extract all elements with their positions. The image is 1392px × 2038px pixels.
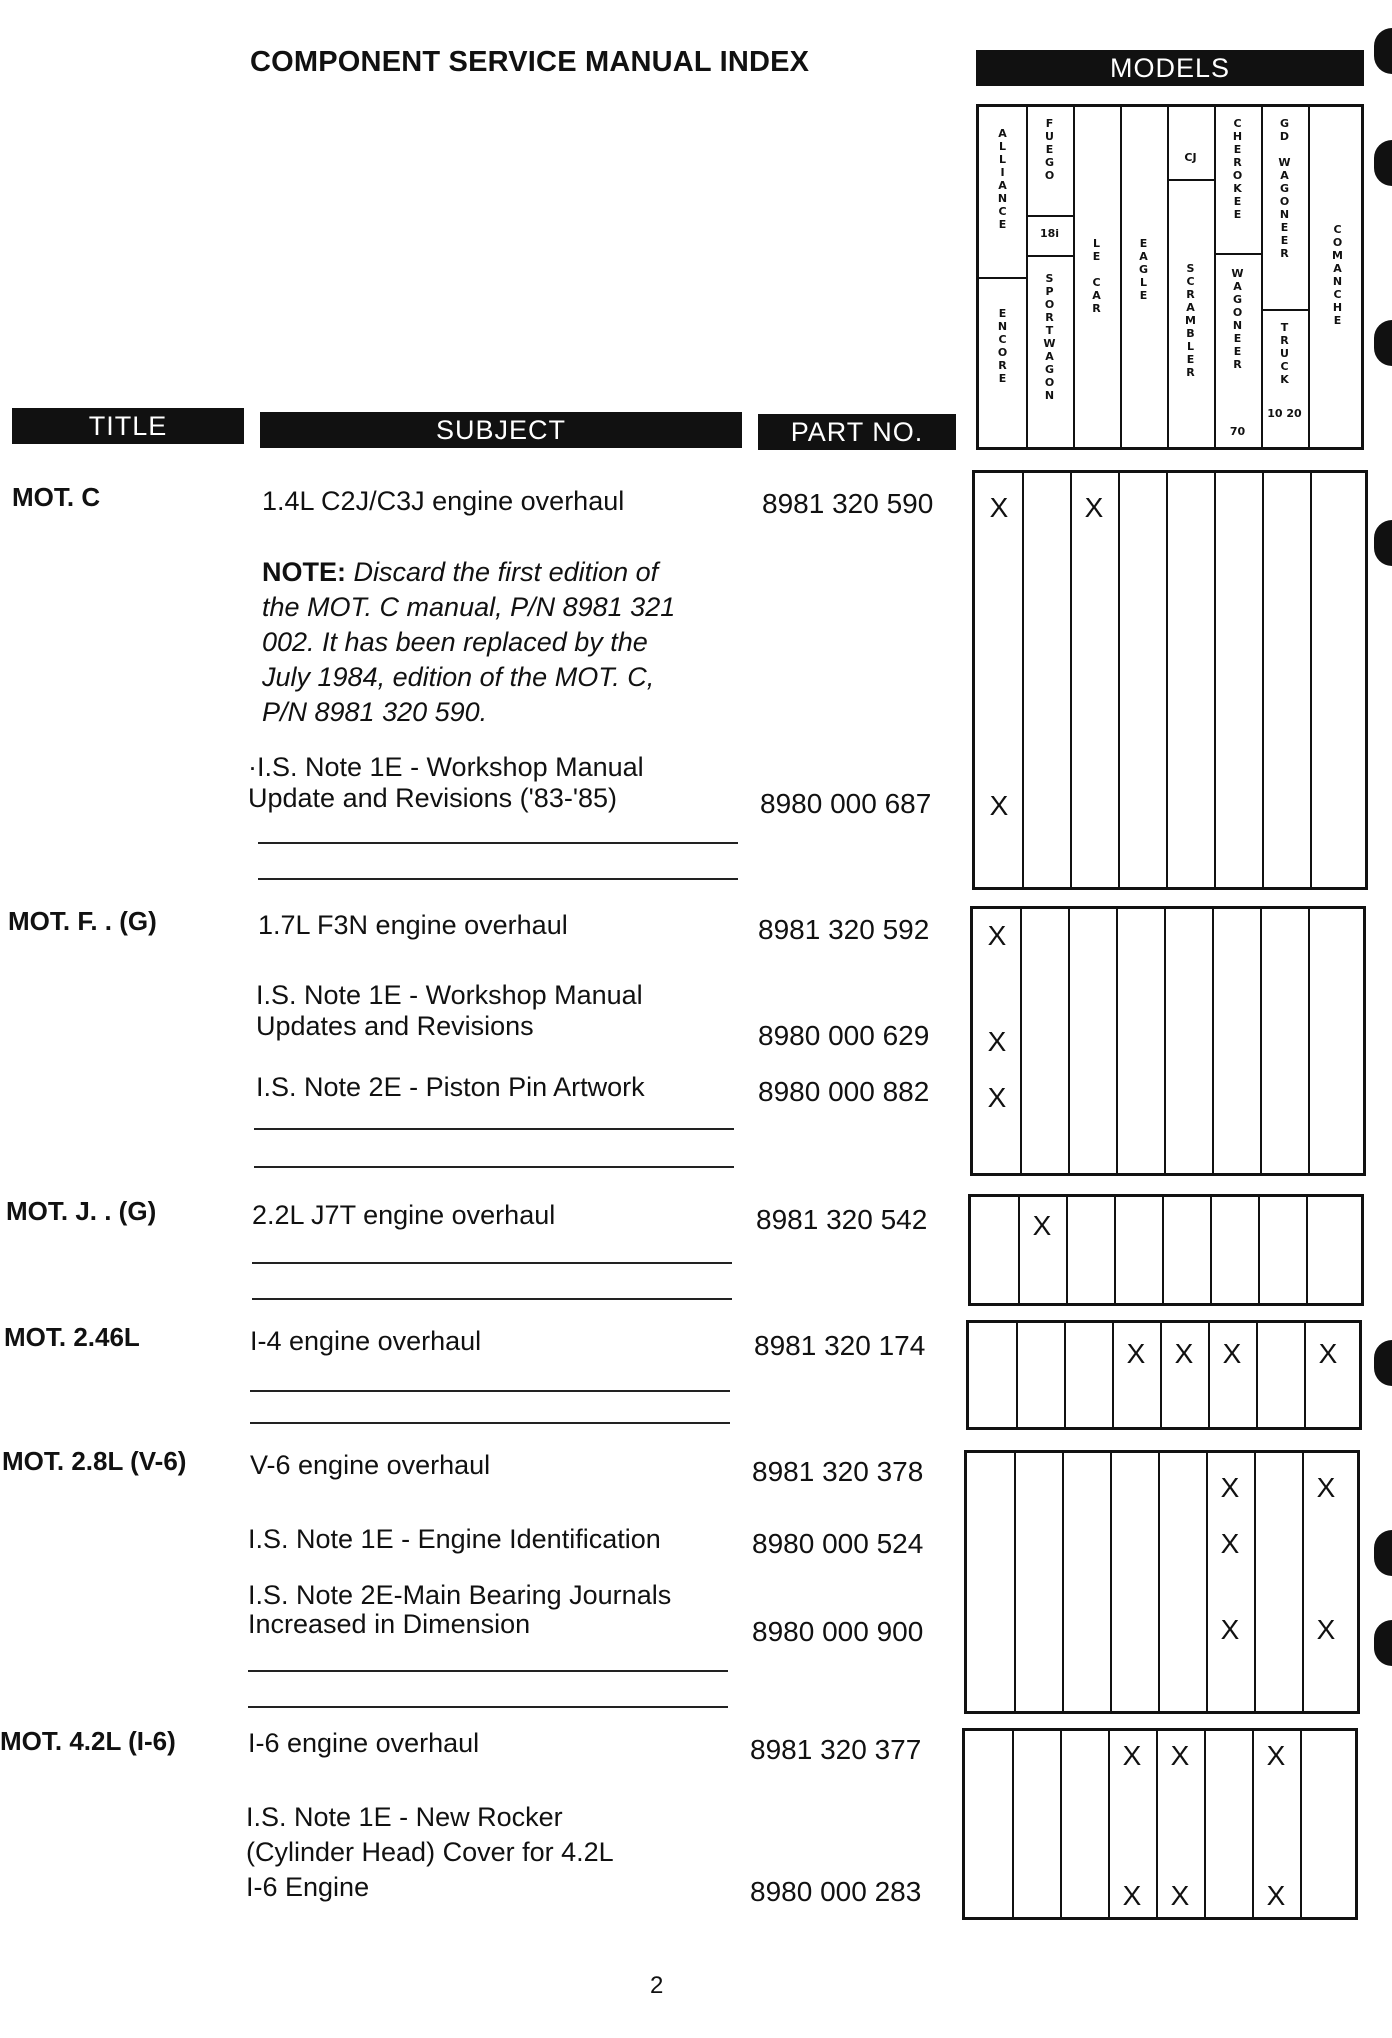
part-number: 8980 000 882 <box>758 1076 930 1107</box>
model-grid <box>964 1450 1360 1714</box>
subject-text: ·I.S. Note 1E - Workshop Manual Update and Revisions ('83-'85) <box>248 752 644 813</box>
applicability-mark: X <box>1122 1880 1142 1911</box>
section-title: MOT. 4.2L (I-6) <box>0 1726 176 1756</box>
part-number: 8980 000 524 <box>752 1528 924 1559</box>
binder-tab-icon <box>1374 520 1392 566</box>
binder-tab-icon <box>1374 1530 1392 1576</box>
subject-text: 2.2L J7T engine overhaul <box>252 1200 556 1230</box>
section-title: MOT. C <box>12 482 101 512</box>
page-number: 2 <box>650 1972 664 1999</box>
model-scrambler: S C R A M B L E R <box>1185 262 1196 379</box>
applicability-mark: X <box>1170 1740 1190 1771</box>
models-header: MODELS <box>976 50 1364 86</box>
models-column-headers <box>976 104 1364 450</box>
model-truck-10-20: 10 20 <box>1267 407 1302 420</box>
binder-tab-icon <box>1374 1340 1392 1386</box>
applicability-mark: X <box>987 1082 1007 1113</box>
model-fuego: F U E G O <box>1044 117 1055 182</box>
part-number: 8980 000 900 <box>752 1616 924 1647</box>
binder-tab-icon <box>1374 140 1392 186</box>
part-number: 8981 320 174 <box>754 1330 926 1361</box>
model-truck: T R U C K <box>1280 321 1289 386</box>
model-grid <box>966 1320 1362 1430</box>
part-number: 8981 320 590 <box>762 488 934 519</box>
model-grid <box>970 906 1366 1176</box>
applicability-mark: X <box>1084 492 1104 523</box>
model-cherokee: C H E R O K E E <box>1232 117 1243 221</box>
subject-text: I.S. Note 2E - Piston Pin Artwork <box>256 1072 645 1102</box>
part-number: 8981 320 592 <box>758 914 930 945</box>
part-number: 8980 000 687 <box>760 788 932 819</box>
model-le-car: L E C A R <box>1092 237 1101 315</box>
model-cj: CJ <box>1184 151 1197 164</box>
subject-text: I-6 engine overhaul <box>248 1728 480 1758</box>
subject-text: I.S. Note 1E - Engine Identification <box>248 1524 661 1554</box>
section-title: MOT. J. . (G) <box>6 1196 157 1226</box>
applicability-mark: X <box>1316 1472 1336 1503</box>
applicability-mark: X <box>1122 1740 1142 1771</box>
applicability-mark: X <box>1220 1528 1240 1559</box>
part-number: 8981 320 377 <box>750 1734 922 1765</box>
applicability-mark: X <box>989 790 1009 821</box>
subject-text: 1.7L F3N engine overhaul <box>258 910 568 940</box>
model-gd-wagoneer: G D W A G O N E E R <box>1278 117 1291 260</box>
applicability-mark: X <box>1170 1880 1190 1911</box>
note-block: NOTE: Discard the first edition of the MOT. C manual, P/N 8981 321 002. It has been replaced by the July 1984, edition of the MOT. C, P/N 8981 320 590. <box>262 557 676 727</box>
part-number: 8980 000 283 <box>750 1876 922 1907</box>
subject-text: I.S. Note 1E - Workshop Manual Updates and Revisions <box>256 980 643 1041</box>
section-title: MOT. 2.46L <box>4 1322 140 1352</box>
applicability-mark: X <box>987 920 1007 951</box>
part-number: 8980 000 629 <box>758 1020 930 1051</box>
binder-tab-icon <box>1374 1620 1392 1666</box>
applicability-mark: X <box>1318 1338 1338 1369</box>
applicability-mark: X <box>1266 1740 1286 1771</box>
section-title: MOT. F. . (G) <box>8 906 157 936</box>
subject-text: I.S. Note 1E - New Rocker (Cylinder Head) Cover for 4.2L I-6 Engine <box>246 1802 614 1902</box>
model-fuego-18i: 18i <box>1039 227 1060 240</box>
applicability-mark: X <box>1220 1614 1240 1645</box>
subject-column-header: SUBJECT <box>260 412 742 448</box>
binder-tab-icon <box>1374 320 1392 366</box>
applicability-mark: X <box>987 1026 1007 1057</box>
applicability-mark: X <box>989 492 1009 523</box>
subject-text: I.S. Note 2E-Main Bearing Journals Increased in Dimension <box>248 1580 672 1639</box>
applicability-mark: X <box>1174 1338 1194 1369</box>
model-wagoneer: W A G O N E E R <box>1231 267 1244 371</box>
binder-tab-icon <box>1374 28 1392 74</box>
model-grid <box>962 1728 1358 1920</box>
page-title: COMPONENT SERVICE MANUAL INDEX <box>250 46 810 78</box>
note-label: NOTE: <box>262 557 346 587</box>
applicability-mark: X <box>1032 1210 1052 1241</box>
subject-text: I-4 engine overhaul <box>250 1326 482 1356</box>
section-title: MOT. 2.8L (V-6) <box>2 1446 187 1476</box>
part-no-column-header: PART NO. <box>758 414 956 450</box>
applicability-mark: X <box>1316 1614 1336 1645</box>
model-alliance: A L L I A N C E <box>997 127 1008 231</box>
title-column-header: TITLE <box>12 408 244 444</box>
model-encore: E N C O R E <box>997 307 1008 385</box>
part-number: 8981 320 542 <box>756 1204 928 1235</box>
subject-text: 1.4L C2J/C3J engine overhaul <box>262 486 625 516</box>
model-eagle: E A G L E <box>1138 237 1149 302</box>
applicability-mark: X <box>1266 1880 1286 1911</box>
model-comanche: C O M A N C H E <box>1332 223 1343 327</box>
model-grid <box>972 470 1368 890</box>
subject-text: V-6 engine overhaul <box>250 1450 491 1480</box>
applicability-mark: X <box>1222 1338 1242 1369</box>
applicability-mark: X <box>1126 1338 1146 1369</box>
model-sportwagon: S P O R T W A G O N <box>1043 272 1056 402</box>
model-wagoneer-70: 70 <box>1229 425 1246 438</box>
model-grid <box>968 1194 1364 1306</box>
applicability-mark: X <box>1220 1472 1240 1503</box>
part-number: 8981 320 378 <box>752 1456 924 1487</box>
